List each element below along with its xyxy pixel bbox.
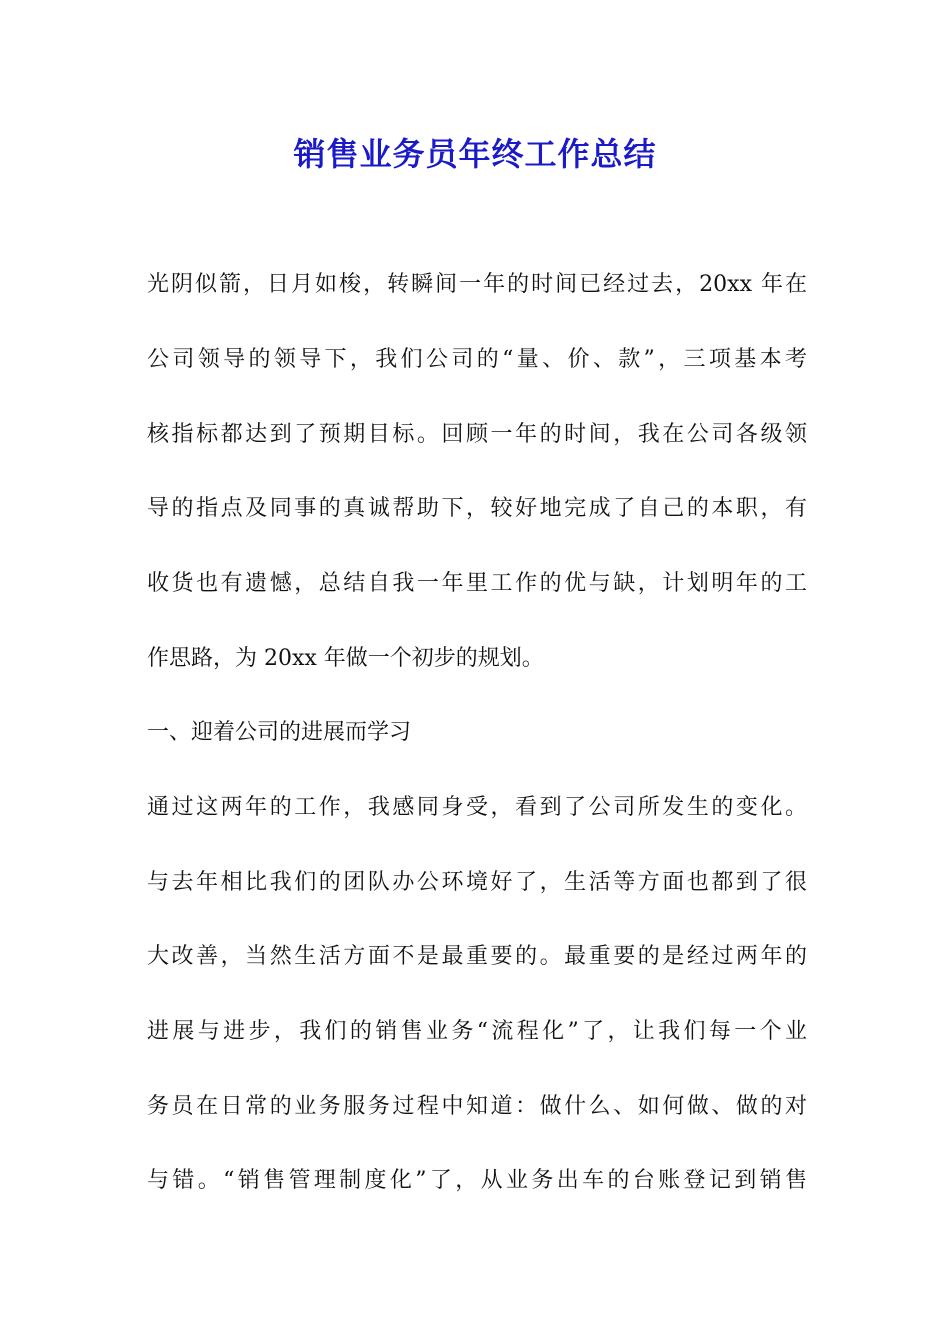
document-title: 销售业务员年终工作总结	[293, 135, 657, 173]
paragraph-line-9: 与去年相比我们的团队办公环境好了，生活等方面也都到了很	[147, 870, 807, 895]
paragraph-line-6: 作思路，为 20xx 年做一个初步的规划。	[147, 646, 544, 671]
paragraph-line-11: 进展与进步，我们的销售业务“流程化”了，让我们每一个业	[147, 1019, 807, 1044]
paragraph-line-2: 公司领导的领导下，我们公司的“量、价、款”，三项基本考	[147, 347, 807, 372]
paragraph-line-8: 通过这两年的工作，我感同身受，看到了公司所发生的变化。	[147, 795, 807, 820]
paragraph-line-12: 务员在日常的业务服务过程中知道：做什么、如何做、做的对	[147, 1094, 807, 1119]
paragraph-line-3: 核指标都达到了预期目标。回顾一年的时间，我在公司各级领	[147, 422, 807, 447]
paragraph-line-5: 收货也有遗憾，总结自我一年里工作的优与缺，计划明年的工	[147, 571, 807, 596]
paragraph-line-13: 与错。“销售管理制度化”了，从业务出车的台账登记到销售	[147, 1168, 807, 1193]
section-heading: 一、迎着公司的进展而学习	[147, 720, 412, 745]
paragraph-line-4: 导的指点及同事的真诚帮助下，较好地完成了自己的本职，有	[147, 496, 807, 521]
paragraph-line-1: 光阴似箭，日月如梭，转瞬间一年的时间已经过去，20xx 年在	[147, 272, 807, 297]
paragraph-line-10: 大改善，当然生活方面不是最重要的。最重要的是经过两年的	[147, 944, 807, 969]
